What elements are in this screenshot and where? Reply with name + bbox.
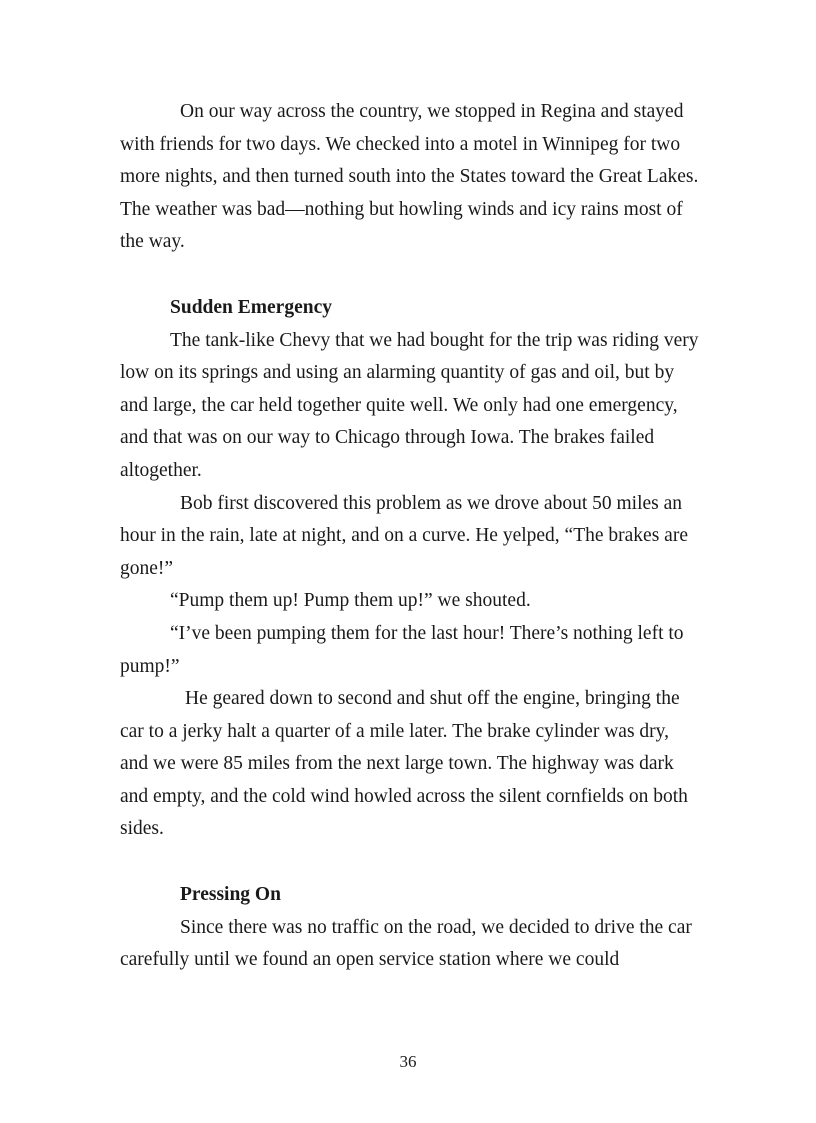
page-number: 36 — [399, 1052, 417, 1071]
section-heading-sudden-emergency: Sudden Emergency — [170, 296, 332, 318]
paragraph: “Pump them up! Pump them up!” we shouted. — [170, 590, 531, 612]
paragraph-intro: On our way across the country, we stopped in Regina and stayed with friends for two days. We checked into a motel in Winnipeg for two more nights, and then turned south into the States toward the Great Lakes. The weather was bad—nothing but howling winds and icy rains most of the way. — [120, 101, 699, 253]
paragraph: The tank-like Chevy that we had bought for the trip was riding very low on its springs and using an alarming quantity of gas and oil, but by and large, the car held together quite well. We only had one emergency, and that was on our way to Chicago through Iowa. The brakes failed altogether. — [120, 329, 699, 481]
paragraph: “I’ve been pumping them for the last hour! There’s nothing left to pump!” — [120, 622, 684, 677]
paragraph: He geared down to second and shut off the engine, bringing the car to a jerky halt a quarter of a mile later. The brake cylinder was dry, and we were 85 miles from the next large town. The highway was dark and empty, and the cold wind howled across the silent cornfields on both sides. — [120, 688, 688, 840]
section-heading-pressing-on: Pressing On — [180, 884, 281, 906]
body-text — [120, 96, 700, 977]
paragraph: Bob first discovered this problem as we drove about 50 miles an hour in the rain, late at night, and on a curve. He yelped, “The brakes are gone!” — [120, 492, 688, 579]
paragraph: Since there was no traffic on the road, we decided to drive the car carefully until we found an open service station where we could — [120, 916, 692, 971]
